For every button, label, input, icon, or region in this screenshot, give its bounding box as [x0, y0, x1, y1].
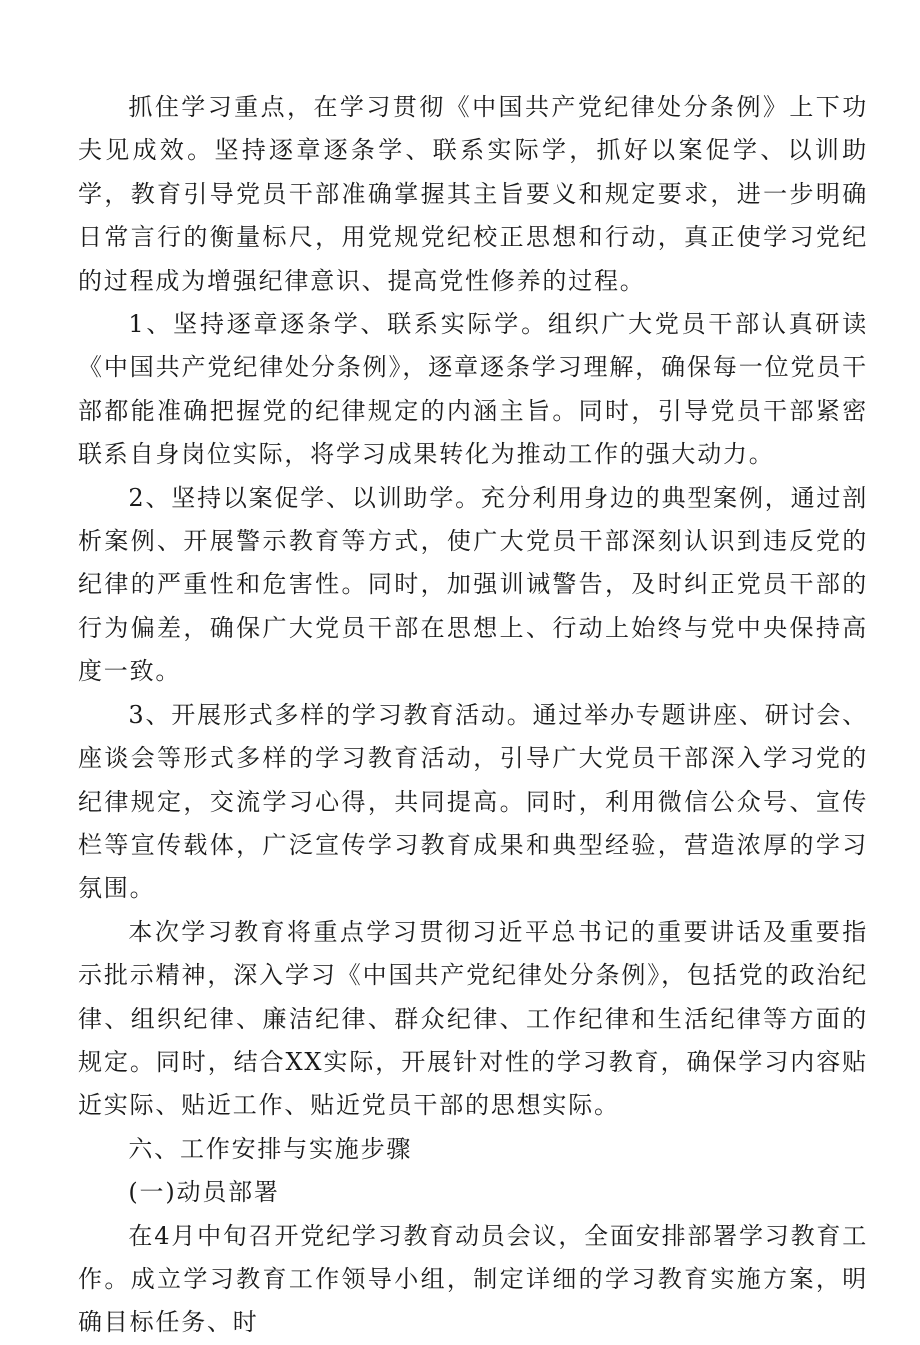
paragraph-study-focus: 抓住学习重点，在学习贯彻《中国共产党纪律处分条例》上下功夫见成效。坚持逐章逐条学、联系实际学，抓好以案促学、以训助学，教育引导党员干部准确掌握其主旨要义和规定要求，进一步明确日常言行的衡量标尺，用党规党纪校正思想和行动，真正使学习党纪的过程成为增强纪律意识、提高党性修养的过程。 — [78, 93, 868, 295]
paragraph-item-1: 1、坚持逐章逐条学、联系实际学。组织广大党员干部认真研读《中国共产党纪律处分条例》，逐章逐条学习理解，确保每一位党员干部都能准确把握党的纪律规定的内涵主旨。同时，引导党员干部紧密联系自身岗位实际，将学习成果转化为推动工作的强大动力。 — [78, 310, 868, 469]
document-page — [78, 86, 868, 1345]
section-heading: 六、工作安排与实施步骤 — [128, 1134, 413, 1163]
paragraph-item-2: 2、坚持以案促学、以训助学。充分利用身边的典型案例，通过剖析案例、开展警示教育等方式，使广大党员干部深刻认识到违反党的纪律的严重性和危害性。同时，加强训诫警告，及时纠正党员干部的行为偏差，确保广大党员干部在思想上、行动上始终与党中央保持高度一致。 — [78, 483, 868, 686]
paragraph-study-content: 本次学习教育将重点学习贯彻习近平总书记的重要讲话及重要指示批示精神，深入学习《中国共产党纪律处分条例》，包括党的政治纪律、组织纪律、廉洁纪律、群众纪律、工作纪律和生活纪律等方面的规定。同时，结合XX实际，开展针对性的学习教育，确保学习内容贴近实际、贴近工作、贴近党员干部的思想实际。 — [78, 917, 868, 1120]
subsection-heading: (一)动员部署 — [128, 1178, 280, 1207]
paragraph-item-3: 3、开展形式多样的学习教育活动。通过举办专题讲座、研讨会、座谈会等形式多样的学习教育活动，引导广大党员干部深入学习党的纪律规定，交流学习心得，共同提高。同时，利用微信公众号、宣传栏等宣传载体，广泛宣传学习教育成果和典型经验，营造浓厚的学习氛围。 — [78, 700, 868, 903]
paragraph-mobilization: 在4月中旬召开党纪学习教育动员会议，全面安排部署学习教育工作。成立学习教育工作领导小组，制定详细的学习教育实施方案，明确目标任务、时 — [78, 1221, 868, 1337]
